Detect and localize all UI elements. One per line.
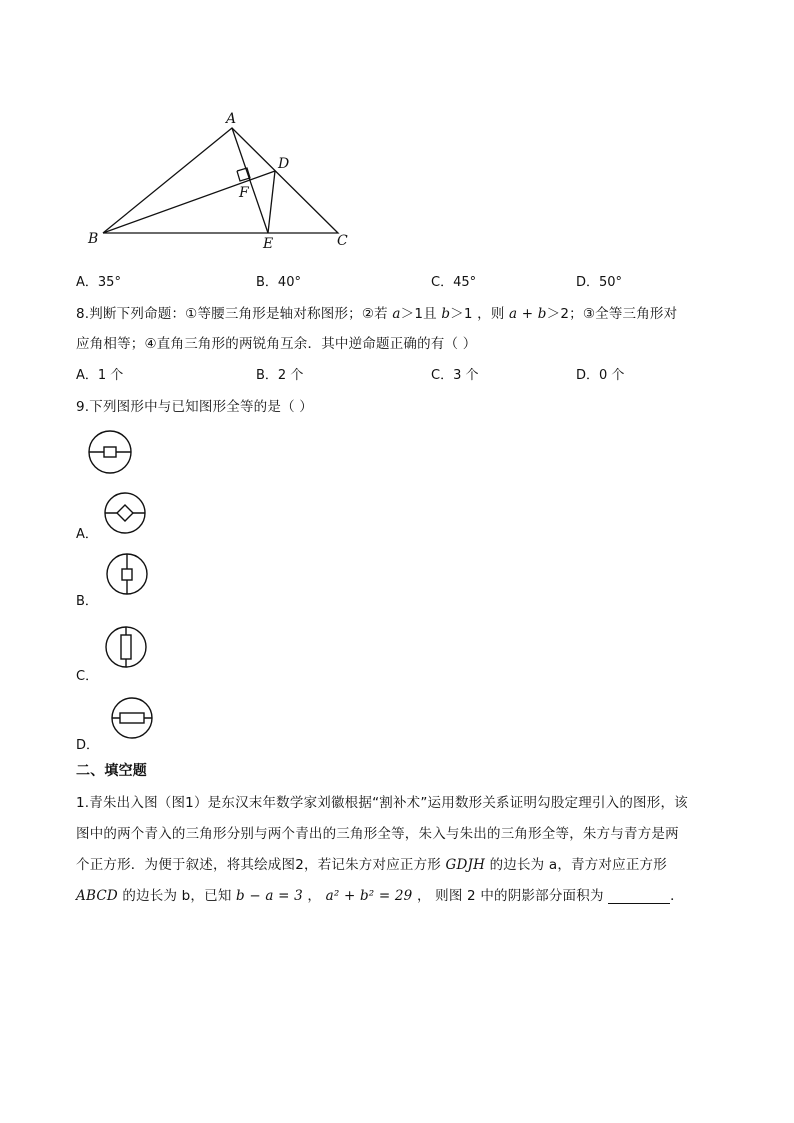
label-b: B	[88, 231, 99, 247]
label-f: F	[239, 185, 249, 201]
q7-option-c: C．45°	[431, 275, 477, 290]
segment-bd	[103, 171, 275, 233]
label-a: A	[226, 111, 237, 127]
q8-option-b: B．2 个	[256, 368, 304, 383]
segment-ae	[232, 128, 268, 233]
given-figure	[86, 428, 134, 476]
q10-line2: 图中的两个青入的三角形分别与两个青出的三角形全等，朱入与朱出的三角形全等，朱方与青方是两	[76, 826, 679, 842]
q9-option-c-label: C．	[76, 669, 99, 684]
q9-option-b-label: B．	[76, 594, 98, 609]
q8-stem-line1: 8.判断下列命题：①等腰三角形是轴对称图形；②若 a＞1且 b＞1 ，则 a + b＞2；③全等三角形对	[76, 306, 678, 322]
label-e: E	[263, 236, 274, 252]
q7-option-a: A．35°	[76, 275, 121, 290]
q10-line1: 1.青朱出入图（图1）是东汉末年数学家刘徽根据“割补术”运用数形关系证明勾股定理引入的图形，该	[76, 795, 688, 811]
triangle-abc	[103, 128, 338, 233]
q9-option-d-label: D．	[76, 738, 100, 753]
q10-line4: ABCD 的边长为 b，已知 b − a = 3 ， a² + b² = 29 ， 则图 2 中的阴影部分面积为 ．	[76, 888, 684, 904]
answer-blank[interactable]	[608, 889, 670, 904]
q8-stem-line2: 应角相等；④直角三角形的两锐角互余．其中逆命题正确的有（ ）	[76, 336, 477, 352]
q9-option-a-label: A．	[76, 527, 98, 542]
q9-stem: 9.下列图形中与已知图形全等的是（ ）	[76, 399, 313, 415]
triangle-figure	[80, 108, 370, 253]
q7-option-b: B．40°	[256, 275, 301, 290]
q7-option-d: D．50°	[576, 275, 623, 290]
q8-option-a: A．1 个	[76, 368, 124, 383]
q9-option-a-figure	[102, 490, 148, 536]
q8-option-c: C．3 个	[431, 368, 479, 383]
q10-line3: 个正方形．为便于叙述，将其绘成图2，若记朱方对应正方形 GDJH 的边长为 a，青方对应正方形	[76, 857, 667, 873]
q9-option-d-figure	[109, 695, 155, 741]
q8-option-d: D．0 个	[576, 368, 625, 383]
label-d: D	[278, 156, 290, 172]
label-c: C	[337, 233, 348, 249]
q9-option-b-figure	[104, 551, 150, 597]
segment-de	[268, 171, 275, 233]
q9-option-c-figure	[103, 624, 149, 670]
section-heading: 二、填空题	[76, 763, 147, 779]
